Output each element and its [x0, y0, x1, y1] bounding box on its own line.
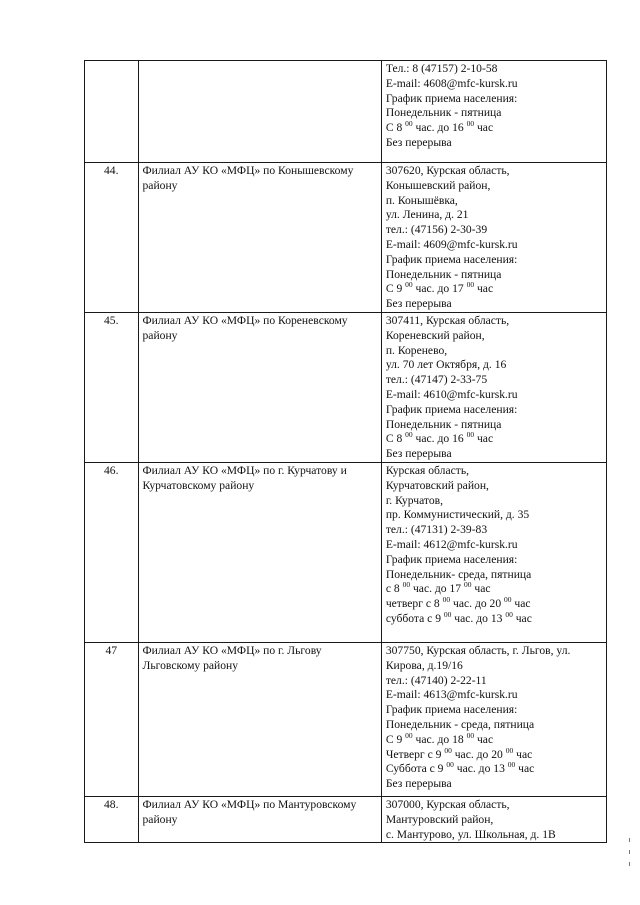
contact-line: Без перерыва	[385, 777, 452, 791]
branch-contacts	[381, 642, 606, 796]
contact-line: с. Мантурово, ул. Школьная, д. 1В	[385, 827, 556, 841]
contact-line: E-mail: 4613@mfc-kursk.ru	[385, 688, 518, 702]
contact-line: Четверг с 9 $^{00}$ час. до 20 $^{00}$ час	[385, 745, 533, 761]
contact-line: Мантуровский район,	[385, 812, 494, 826]
row-number: 47	[85, 642, 139, 796]
contact-line: Понедельник- среда, пятница	[385, 567, 532, 581]
contact-line: График приема населения:	[385, 91, 518, 105]
contact-line: Понедельник - пятница	[385, 417, 502, 431]
contact-line: тел.: (47156) 2-30-39	[385, 223, 488, 237]
row-number: 48.	[85, 796, 139, 842]
contact-line: Тел.: 8 (47157) 2-10-58	[385, 62, 498, 75]
contact-line: тел.: (47131) 2-39-83	[385, 523, 488, 537]
branch-name: Филиал АУ КО «МФЦ» по Кореневскому району	[138, 312, 381, 462]
contact-line: 307411, Курская область,	[385, 313, 510, 327]
contact-line: Кореневский район,	[385, 328, 485, 342]
table-row	[85, 312, 607, 462]
row-number: 46.	[85, 462, 139, 642]
contact-line: Без перерыва	[385, 447, 452, 461]
contact-line: Без перерыва	[385, 297, 452, 311]
contact-line: четверг с 8 $^{00}$ час. до 20 $^{00}$ час	[385, 595, 531, 611]
branch-contacts	[381, 61, 606, 163]
contact-line: График приема населения:	[385, 252, 518, 266]
contact-line: Конышевский район,	[385, 178, 491, 192]
row-number: 44.	[85, 163, 139, 313]
branch-contacts	[381, 312, 606, 462]
branch-name: Филиал АУ КО «МФЦ» по Конышевскому району	[138, 163, 381, 313]
branch-name: Филиал АУ КО «МФЦ» по г. Курчатову и Курчатовскому району	[138, 462, 381, 642]
contact-line: Понедельник - пятница	[385, 267, 502, 281]
branch-contacts	[381, 796, 606, 842]
contact-line: E-mail: 4608@mfc-kursk.ru	[385, 76, 518, 90]
row-number: 45.	[85, 312, 139, 462]
contact-line: Без перерыва	[385, 135, 452, 149]
contact-line: Суббота с 9 $^{00}$ час. до 13 $^{00}$ час	[385, 760, 535, 776]
mfc-branches-table	[84, 60, 607, 843]
table-row	[85, 462, 607, 642]
contact-line: г. Курчатов,	[385, 493, 443, 507]
contact-line: тел.: (47140) 2-22-11	[385, 673, 487, 687]
table-row	[85, 163, 607, 313]
contact-line: С 9 $^{00}$ час. до 17 $^{00}$ час	[385, 280, 494, 296]
contact-line: График приема населения:	[385, 402, 518, 416]
contact-line: E-mail: 4610@mfc-kursk.ru	[385, 387, 518, 401]
row-number	[85, 61, 139, 163]
contact-line: 307000, Курская область,	[385, 797, 510, 811]
contact-line: Курская область,	[385, 463, 469, 477]
contact-line: График приема населения:	[385, 552, 518, 566]
contact-line: тел.: (47147) 2-33-75	[385, 373, 488, 387]
contact-line: суббота с 9 $^{00}$ час. до 13 $^{00}$ час	[385, 610, 532, 625]
scan-edge-marks	[627, 838, 633, 888]
branch-name: Филиал АУ КО «МФЦ» по г. Льгову Льговскому району	[138, 642, 381, 796]
branch-name: Филиал АУ КО «МФЦ» по Мантуровскому району	[138, 796, 381, 842]
contact-line: 307750, Курская область, г. Льгов, ул. Кирова, д.19/16	[385, 643, 571, 672]
contact-line: п. Конышёвка,	[385, 193, 458, 207]
contact-line: 307620, Курская область,	[385, 164, 510, 177]
branch-contacts	[381, 462, 606, 642]
contact-line: E-mail: 4612@mfc-kursk.ru	[385, 537, 518, 551]
contact-line: Понедельник - среда, пятница	[385, 717, 535, 731]
contact-line: E-mail: 4609@mfc-kursk.ru	[385, 237, 518, 251]
table-row	[85, 796, 607, 842]
contact-line: ул. 70 лет Октября, д. 16	[385, 358, 507, 372]
contact-line: С 9 $^{00}$ час. до 18 $^{00}$ час	[385, 730, 494, 746]
contact-line: пр. Коммунистический, д. 35	[385, 508, 530, 522]
contact-line: с 8 $^{00}$ час. до 17 $^{00}$ час	[385, 580, 491, 596]
contact-line: С 8 $^{00}$ час. до 16 $^{00}$ час	[385, 119, 494, 135]
contact-line: ул. Ленина, д. 21	[385, 208, 469, 222]
table-row	[85, 642, 607, 796]
contact-line: С 8 $^{00}$ час. до 16 $^{00}$ час	[385, 430, 494, 446]
contact-line: Понедельник - пятница	[385, 106, 502, 120]
table-row	[85, 61, 607, 163]
contact-line: Курчатовский район,	[385, 478, 489, 492]
branch-name	[138, 61, 381, 163]
branch-contacts	[381, 163, 606, 313]
contact-line: п. Коренево,	[385, 343, 448, 357]
contact-line: График приема населения:	[385, 703, 518, 717]
